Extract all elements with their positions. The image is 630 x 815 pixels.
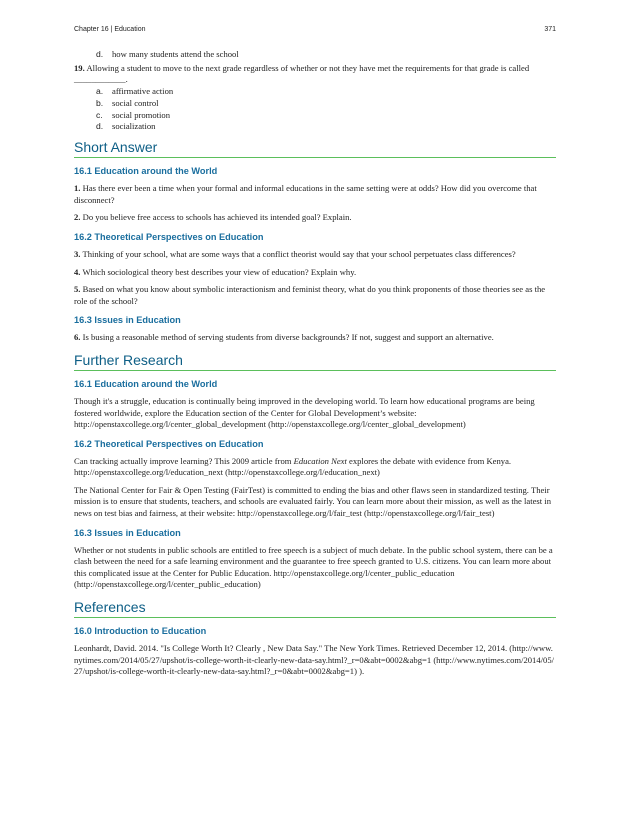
chapter-label: Chapter 16 | Education — [74, 26, 146, 33]
subsection-heading: 16.3 Issues in Education — [74, 315, 181, 326]
question-number: 4. — [74, 266, 81, 277]
option-c — [96, 110, 556, 122]
question-4 — [74, 267, 556, 279]
question-text: Do you believe free access to schools has achieved its intended goal? Explain. — [82, 212, 352, 223]
subsection-heading: 16.2 Theoretical Perspectives on Education — [74, 231, 264, 242]
question-number: 5. — [74, 284, 81, 295]
question-text: Allowing a student to move to the next grade regardless of whether or not they have met the requirements for that grade is called ____________. — [74, 62, 530, 85]
research-paragraph: Whether or not students in public schools are entitled to free speech is a subject of much debate. In the public school system, there can be a clash between the need for a safe learning environment and the guarantee to free speech granted to U.S. citizens. You can learn more about this complicated issue at the Center for Public Education. http://openstaxcollege.org/l/center_public_education (http://openstaxcollege.org/l/center_public_education) — [74, 544, 553, 590]
reference-entry: Leonhardt, David. 2014. "Is College Worth It? Clearly , New Data Say." The New York Times. Retrieved December 12, 2014. (http://www.nytimes.com/2014/05/27/upshot/is-college-worth-it-clearly-new-data-say.html?_r=0&abt=0002&abg=1 (http://www.nytimes.com/2014/05/27/upshot/is-college-worth-it-clearly-new-data-say.html?_r=0&abt=0002&abg=1) ). — [74, 643, 555, 677]
option-text: how many students attend the school — [112, 49, 239, 59]
paragraph-text: explores the debate with evidence from Kenya. http://openstaxcollege.org/l/education_next (http://openstaxcollege.org/l/education_next) — [74, 455, 512, 478]
question-text: Has there ever been a time when your formal and informal educations in the same setting were at odds? How did you overcome that disconnect? — [74, 183, 537, 205]
research-paragraph: The National Center for Fair & Open Testing (FairTest) is committed to ending the bias and other flaws seen in standardized testing. Their mission is to ensure that students, teachers, and schools are evaluated fairly. You can learn more about their mission, as well as the latest in news on test bias and fairness, at their website: http://openstaxcollege.org/l/fair_test (http://openstaxcollege.org/l/fair_test) — [74, 484, 551, 519]
subsection-heading: 16.2 Theoretical Perspectives on Education — [74, 438, 264, 449]
q18-options-tail — [74, 49, 556, 61]
research-paragraph: Though it's a struggle, education is continually being improved in the developing world. To learn how educational programs are being fostered worldwide, explore the Education section of the Center for Global Development’s website: http://openstaxcollege.org/l/center_global_development (http://openstaxcollege.org/l/center_global_development) — [74, 395, 535, 430]
question-number: 2. — [74, 212, 81, 223]
option-letter: d. — [96, 121, 104, 132]
option-a — [96, 86, 556, 98]
question-number: 1. — [74, 183, 81, 194]
option-letter: d. — [96, 49, 104, 59]
question-number: 19. — [74, 62, 85, 73]
question-2 — [74, 212, 556, 224]
question-number: 6. — [74, 332, 81, 343]
section-title-references: References — [74, 599, 556, 618]
option-text: socialization — [112, 121, 156, 132]
publication-title: Education Next — [293, 455, 347, 466]
subsection-heading: 16.1 Education around the World — [74, 166, 218, 177]
question-text: Which sociological theory best describes your view of education? Explain why. — [82, 266, 357, 277]
option-letter: c. — [96, 109, 103, 120]
option-letter: b. — [96, 97, 104, 108]
subsection-heading: 16.3 Issues in Education — [74, 527, 181, 538]
section-title-further-research: Further Research — [74, 352, 556, 371]
option-d — [96, 121, 556, 133]
subsection-heading: 16.1 Education around the World — [74, 378, 218, 389]
section-title-short-answer: Short Answer — [74, 139, 556, 158]
question-text: Is busing a reasonable method of serving students from diverse backgrounds? If not, suggest and support an alternative. — [82, 332, 494, 343]
running-head — [74, 0, 556, 35]
question-text: Based on what you know about symbolic interactionism and feminist theory, what do you think proponents of those theories see as the role of the school? — [74, 284, 546, 306]
q19-options — [74, 86, 556, 133]
subsection-heading: 16.0 Introduction to Education — [74, 626, 207, 637]
option-text: social control — [112, 97, 159, 108]
paragraph-text: Can tracking actually improve learning? This 2009 article from — [74, 455, 294, 466]
question-number: 3. — [74, 248, 81, 259]
option-b — [96, 98, 556, 110]
option-text: social promotion — [112, 109, 170, 120]
question-3 — [74, 249, 556, 261]
question-1 — [74, 183, 556, 206]
page-number: 371 — [544, 26, 556, 33]
option-letter: a. — [96, 85, 104, 96]
question-5 — [74, 284, 556, 307]
research-paragraph — [74, 456, 556, 479]
question-19 — [74, 63, 556, 86]
question-text: Thinking of your school, what are some ways that a conflict theorist would say that your school perpetuates class differences? — [82, 248, 516, 259]
option-d — [96, 49, 556, 61]
option-text: affirmative action — [112, 85, 174, 96]
question-6 — [74, 332, 556, 344]
